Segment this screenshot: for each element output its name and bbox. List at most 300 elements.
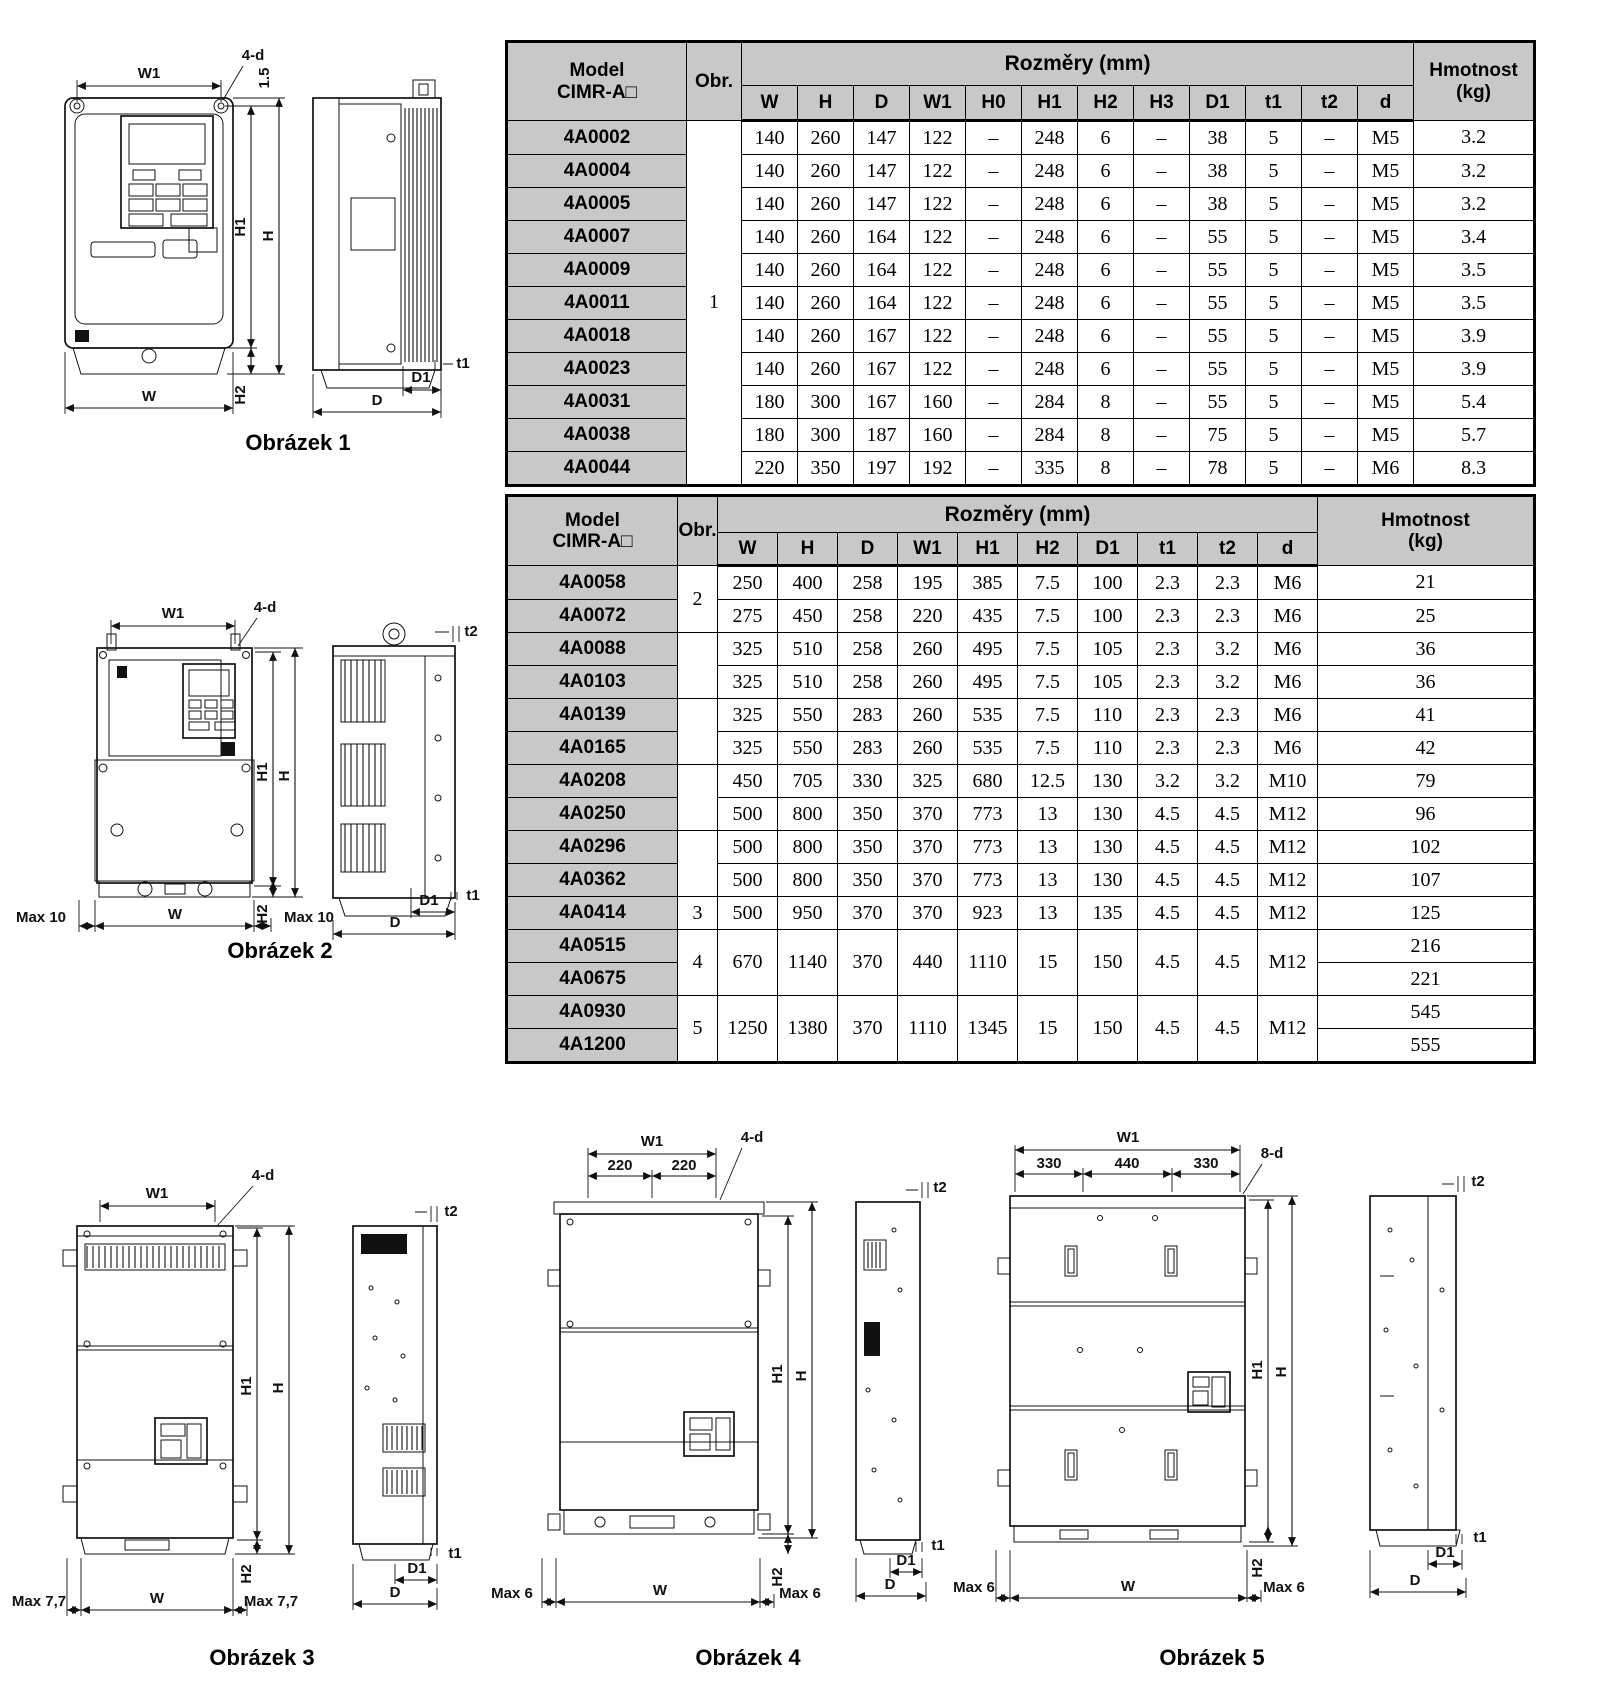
dimension-cell: 510 (778, 633, 838, 666)
dim-label-4d: 4-d (740, 1129, 764, 1146)
dimension-cell: 197 (854, 452, 910, 486)
dimension-cell: 4.5 (1138, 930, 1198, 996)
dimension-cell: 5 (1246, 155, 1302, 188)
dimension-cell: 500 (718, 798, 778, 831)
model-cell: 4A0007 (507, 221, 687, 254)
dim-label-h1: H1 (232, 217, 249, 237)
dim-label-max6-right: Max 6 (1263, 1579, 1305, 1596)
dimension-cell: 6 (1078, 320, 1134, 353)
col-header-W1: W1 (898, 533, 958, 566)
dim-label-t1: t1 (466, 887, 480, 904)
dimension-cell: 350 (798, 452, 854, 486)
dim-label-t2: t2 (464, 623, 478, 640)
dimension-cell: 55 (1190, 353, 1246, 386)
dimension-cell: – (1302, 320, 1358, 353)
table-row (507, 798, 1535, 831)
model-cell: 4A0103 (507, 666, 678, 699)
dimension-cell: M6 (1258, 666, 1318, 699)
figure-1-caption: Obrázek 1 (245, 430, 351, 455)
dimension-cell: 140 (742, 353, 798, 386)
dim-label-w: W (652, 1582, 668, 1599)
table-row (507, 666, 1535, 699)
figure3-front-view (63, 1226, 247, 1554)
dimension-cell: 105 (1078, 666, 1138, 699)
dimension-cell: 6 (1078, 221, 1134, 254)
dimension-cell: 330 (838, 765, 898, 798)
dimension-cell: – (1134, 121, 1190, 155)
dimension-cell: 773 (958, 831, 1018, 864)
model-cell: 4A0296 (507, 831, 678, 864)
dimensions-group-header: Rozměry (mm) (718, 496, 1318, 533)
dimension-cell: 140 (742, 320, 798, 353)
model-cell: 4A0004 (507, 155, 687, 188)
dimension-cell: 150 (1078, 930, 1138, 996)
dimension-cell: M5 (1358, 320, 1414, 353)
model-cell: 4A0930 (507, 996, 678, 1029)
dimension-cell: 1380 (778, 996, 838, 1063)
model-cell: 4A0088 (507, 633, 678, 666)
weight-cell: 25 (1318, 600, 1535, 633)
dim-label-w1: W1 (1116, 1129, 1140, 1146)
col-header-t1: t1 (1138, 533, 1198, 566)
table-row (507, 155, 1535, 188)
table-row (507, 864, 1535, 897)
figure-5-caption: Obrázek 5 (1159, 1645, 1265, 1670)
figure4-side-view (856, 1202, 920, 1554)
model-cell: 4A0165 (507, 732, 678, 765)
dimension-cell: 4.5 (1198, 798, 1258, 831)
dimension-cell: 370 (838, 897, 898, 930)
weight-column-header: Hmotnost (kg) (1414, 42, 1535, 121)
dimension-cell: M12 (1258, 897, 1318, 930)
dimension-cell: 6 (1078, 155, 1134, 188)
dimension-cell: M6 (1258, 699, 1318, 732)
col-header-W: W (742, 86, 798, 121)
dim-label-h2: H2 (1249, 1558, 1266, 1578)
weight-cell: 3.4 (1414, 221, 1535, 254)
model-cell: 4A0139 (507, 699, 678, 732)
dimension-cell: 260 (798, 221, 854, 254)
dimension-cell: – (1134, 353, 1190, 386)
table-row (507, 188, 1535, 221)
dimension-cell: 164 (854, 287, 910, 320)
model-cell: 4A0002 (507, 121, 687, 155)
table-row (507, 930, 1535, 963)
dimension-cell: 400 (778, 566, 838, 600)
dimensions-group-header: Rozměry (mm) (742, 42, 1414, 86)
dimension-cell: 3.2 (1198, 633, 1258, 666)
dim-label-max6-left: Max 6 (491, 1585, 533, 1602)
dimension-cell: – (966, 452, 1022, 486)
table-row (507, 254, 1535, 287)
dim-label-t1: t1 (1473, 1529, 1487, 1546)
dimension-cell: M5 (1358, 121, 1414, 155)
dim-label-d: D (371, 392, 383, 409)
dimension-cell: 8 (1078, 452, 1134, 486)
dimension-cell: 13 (1018, 864, 1078, 897)
dimension-cell: 248 (1022, 287, 1078, 320)
dimension-cell: 167 (854, 386, 910, 419)
model-cell: 4A0009 (507, 254, 687, 287)
dimension-cell: 4.5 (1138, 996, 1198, 1063)
dim-label-d1: D1 (896, 1552, 916, 1569)
model-cell: 4A0515 (507, 930, 678, 963)
dimension-cell: 55 (1190, 254, 1246, 287)
dimension-cell: 260 (798, 254, 854, 287)
weight-cell: 42 (1318, 732, 1535, 765)
dimension-cell: – (1302, 155, 1358, 188)
table-row (507, 221, 1535, 254)
dimension-cell: 5 (1246, 188, 1302, 221)
figure4-front-view (548, 1202, 770, 1534)
dimension-cell: 100 (1078, 566, 1138, 600)
dim-label-h1: H1 (238, 1376, 255, 1396)
dimension-cell: 325 (718, 633, 778, 666)
dim-label-h2: H2 (232, 385, 249, 405)
dimension-cell: – (1302, 287, 1358, 320)
dimension-cell: – (966, 353, 1022, 386)
dim-label-w: W (1120, 1578, 1136, 1595)
model-cell: 4A0362 (507, 864, 678, 897)
table-row (507, 765, 1535, 798)
dimension-cell: 2.3 (1138, 600, 1198, 633)
dimension-cell: 167 (854, 320, 910, 353)
figure-number-cell: 5 (678, 996, 718, 1063)
dimension-cell: M5 (1358, 353, 1414, 386)
dimension-cell: 248 (1022, 221, 1078, 254)
col-header-t2: t2 (1198, 533, 1258, 566)
dimension-cell: 773 (958, 864, 1018, 897)
col-header-H2: H2 (1018, 533, 1078, 566)
dimension-cell: 260 (898, 699, 958, 732)
dim-label-max6-right: Max 6 (779, 1585, 821, 1602)
weight-cell: 216 (1318, 930, 1535, 963)
table-row (507, 452, 1535, 486)
dimension-cell: 248 (1022, 188, 1078, 221)
dimension-cell: 4.5 (1198, 996, 1258, 1063)
dimension-cell: 122 (910, 188, 966, 221)
weight-cell: 3.9 (1414, 353, 1535, 386)
figure-3-caption: Obrázek 3 (209, 1645, 315, 1670)
figure-3-drawing (5, 1088, 475, 1643)
dim-label-330-left: 330 (1036, 1155, 1062, 1172)
dimension-cell: 4.5 (1138, 798, 1198, 831)
dimension-cell: 140 (742, 188, 798, 221)
dimension-cell: 2.3 (1198, 600, 1258, 633)
dimension-cell: 370 (838, 930, 898, 996)
dim-label-h: H (276, 770, 293, 782)
dimension-cell: 250 (718, 566, 778, 600)
dim-label-w1: W1 (145, 1185, 169, 1202)
dimension-cell: 450 (718, 765, 778, 798)
weight-cell: 3.2 (1414, 155, 1535, 188)
dim-label-d1: D1 (407, 1560, 427, 1577)
weight-cell: 545 (1318, 996, 1535, 1029)
dimension-cell: 122 (910, 155, 966, 188)
figure2-dimensions (16, 599, 480, 940)
dimension-cell: 5 (1246, 254, 1302, 287)
dimension-cell: 495 (958, 633, 1018, 666)
table-row (507, 633, 1535, 666)
model-cell: 4A0414 (507, 897, 678, 930)
dimension-cell: – (966, 254, 1022, 287)
col-header-H1: H1 (1022, 86, 1078, 121)
dimension-cell: 300 (798, 419, 854, 452)
dimension-cell: 4.5 (1198, 897, 1258, 930)
dimension-cell: 2.3 (1198, 699, 1258, 732)
dimension-cell: – (1302, 121, 1358, 155)
dimension-cell: 7.5 (1018, 732, 1078, 765)
figure-number-cell (678, 765, 718, 831)
dimension-cell: 284 (1022, 386, 1078, 419)
dim-label-w1: W1 (640, 1133, 664, 1150)
dimension-cell: 5 (1246, 121, 1302, 155)
dimension-cell: 160 (910, 419, 966, 452)
dimension-cell: 325 (718, 732, 778, 765)
model-cell: 4A0038 (507, 419, 687, 452)
weight-cell: 102 (1318, 831, 1535, 864)
figure-2-drawing (5, 548, 495, 943)
table-row (507, 386, 1535, 419)
dimension-cell: 385 (958, 566, 1018, 600)
dim-label-max6-left: Max 6 (953, 1579, 995, 1596)
dim-label-t1: t1 (931, 1537, 945, 1554)
dimension-cell: 510 (778, 666, 838, 699)
figure-2-caption: Obrázek 2 (227, 938, 333, 963)
dimension-cell: M12 (1258, 996, 1318, 1063)
figure-1-drawing (15, 18, 495, 438)
dimension-cell: 140 (742, 254, 798, 287)
dimension-cell: – (1302, 386, 1358, 419)
model-cell: 4A0250 (507, 798, 678, 831)
dimension-cell: – (1302, 221, 1358, 254)
dimension-cell: – (966, 188, 1022, 221)
weight-cell: 79 (1318, 765, 1535, 798)
dimension-cell: 260 (898, 666, 958, 699)
dimension-cell: 2.3 (1138, 566, 1198, 600)
dimension-cell: 13 (1018, 897, 1078, 930)
dim-label-h: H (1273, 1366, 1290, 1378)
dimension-cell: 3.2 (1198, 666, 1258, 699)
table-row (507, 897, 1535, 930)
dimension-cell: 122 (910, 287, 966, 320)
dimension-cell: 260 (898, 633, 958, 666)
dimension-cell: – (1134, 155, 1190, 188)
model-cell: 4A0044 (507, 452, 687, 486)
weight-cell: 36 (1318, 666, 1535, 699)
weight-cell: 3.5 (1414, 254, 1535, 287)
model-cell: 4A0031 (507, 386, 687, 419)
dim-label-330-right: 330 (1193, 1155, 1219, 1172)
dimension-cell: M12 (1258, 798, 1318, 831)
dimension-cell: 140 (742, 287, 798, 320)
dimension-cell: 8 (1078, 386, 1134, 419)
dim-label-4d: 4-d (241, 47, 265, 64)
table-row (507, 353, 1535, 386)
dimension-cell: 6 (1078, 188, 1134, 221)
dimension-cell: M5 (1358, 386, 1414, 419)
dimension-cell: 248 (1022, 121, 1078, 155)
model-cell: 4A0208 (507, 765, 678, 798)
dimension-cell: 535 (958, 732, 1018, 765)
dimension-cell: 535 (958, 699, 1018, 732)
dimension-cell: 147 (854, 188, 910, 221)
dimension-cell: – (1302, 452, 1358, 486)
dimension-cell: 370 (898, 864, 958, 897)
dim-label-t2: t2 (1471, 1173, 1485, 1190)
weight-cell: 125 (1318, 897, 1535, 930)
dim-label-w1: W1 (137, 65, 161, 82)
figure-number-cell (678, 699, 718, 765)
weight-cell: 96 (1318, 798, 1535, 831)
dimension-cell: 260 (798, 155, 854, 188)
dimension-cell: 258 (838, 633, 898, 666)
weight-cell: 555 (1318, 1029, 1535, 1063)
dimension-cell: 164 (854, 221, 910, 254)
figure-number-cell (678, 831, 718, 897)
dimension-cell: 260 (898, 732, 958, 765)
dimension-cell: – (966, 386, 1022, 419)
dimension-cell: 13 (1018, 831, 1078, 864)
weight-cell: 3.2 (1414, 188, 1535, 221)
dim-label-220-right: 220 (671, 1157, 697, 1174)
dim-label-h1: H1 (1249, 1360, 1266, 1380)
dimension-cell: 122 (910, 121, 966, 155)
dimension-cell: 4.5 (1198, 930, 1258, 996)
figure3-side-view (353, 1226, 437, 1560)
dimension-cell: M12 (1258, 831, 1318, 864)
figure-number-cell: 2 (678, 566, 718, 633)
dim-label-h: H (270, 1382, 287, 1394)
figure-number-cell (678, 633, 718, 699)
weight-cell: 41 (1318, 699, 1535, 732)
dimension-cell: 258 (838, 566, 898, 600)
dim-label-w: W (149, 1590, 165, 1607)
table-row (507, 320, 1535, 353)
figure-column-header: Obr. (678, 496, 718, 566)
dimension-cell: – (966, 287, 1022, 320)
dimension-cell: M12 (1258, 930, 1318, 996)
dimension-cell: 923 (958, 897, 1018, 930)
dimension-cell: M6 (1258, 600, 1318, 633)
dimension-cell: 164 (854, 254, 910, 287)
dim-label-d1: D1 (1435, 1544, 1455, 1561)
dimension-cell: – (966, 419, 1022, 452)
dimension-cell: – (1134, 419, 1190, 452)
table-row (507, 287, 1535, 320)
dim-label-h2: H2 (769, 1567, 786, 1587)
weight-cell: 36 (1318, 633, 1535, 666)
dimension-cell: 5 (1246, 287, 1302, 320)
weight-cell: 3.2 (1414, 121, 1535, 155)
dimension-cell: 140 (742, 221, 798, 254)
figure5-dimensions (953, 1129, 1487, 1602)
col-header-d: d (1358, 86, 1414, 121)
dimension-cell: 12.5 (1018, 765, 1078, 798)
dimension-cell: 15 (1018, 996, 1078, 1063)
dim-label-4d: 4-d (251, 1167, 275, 1184)
dimension-cell: 4.5 (1138, 831, 1198, 864)
dimension-cell: 6 (1078, 254, 1134, 287)
figure1-side-view (313, 80, 441, 388)
dimension-cell: 670 (718, 930, 778, 996)
col-header-H0: H0 (966, 86, 1022, 121)
dimension-cell: M5 (1358, 254, 1414, 287)
dimension-cell: 283 (838, 732, 898, 765)
dimension-cell: 260 (798, 320, 854, 353)
dimension-cell: M6 (1258, 732, 1318, 765)
dimension-cell: 7.5 (1018, 666, 1078, 699)
figure5-side-view (1370, 1196, 1460, 1546)
model-cell: 4A0675 (507, 963, 678, 996)
dimension-cell: 5 (1246, 320, 1302, 353)
dimension-cell: 275 (718, 600, 778, 633)
dimension-cell: 5 (1246, 221, 1302, 254)
dimension-cell: 5 (1246, 353, 1302, 386)
dimension-cell: 500 (718, 897, 778, 930)
dimension-cell: 800 (778, 864, 838, 897)
weight-cell: 3.9 (1414, 320, 1535, 353)
dimension-cell: 705 (778, 765, 838, 798)
dim-label-8d: 8-d (1260, 1145, 1284, 1162)
dimension-cell: 135 (1078, 897, 1138, 930)
dimension-cell: 2.3 (1198, 566, 1258, 600)
col-header-H2: H2 (1078, 86, 1134, 121)
dimension-cell: 55 (1190, 287, 1246, 320)
dimension-cell: 8 (1078, 419, 1134, 452)
dimension-cell: 248 (1022, 353, 1078, 386)
dimension-cell: – (1134, 452, 1190, 486)
dimension-cell: 38 (1190, 188, 1246, 221)
dimension-cell: – (1134, 320, 1190, 353)
dimension-cell: 7.5 (1018, 699, 1078, 732)
col-header-H: H (798, 86, 854, 121)
weight-cell: 3.5 (1414, 287, 1535, 320)
dimension-cell: 550 (778, 699, 838, 732)
dim-label-d1: D1 (419, 892, 439, 909)
dimension-cell: M6 (1258, 566, 1318, 600)
dimension-cell: M5 (1358, 287, 1414, 320)
dimension-cell: 350 (838, 798, 898, 831)
dimension-cell: 5 (1246, 452, 1302, 486)
model-column-header: Model CIMR-A□ (507, 496, 678, 566)
dim-label-max77-right: Max 7,7 (243, 1593, 299, 1610)
dimensions-table-large-drives (505, 494, 1536, 1064)
dimension-cell: 192 (910, 452, 966, 486)
dimension-cell: 335 (1022, 452, 1078, 486)
model-cell: 4A0058 (507, 566, 678, 600)
figure-column-header: Obr. (687, 42, 742, 121)
dimension-cell: 260 (798, 353, 854, 386)
weight-cell: 221 (1318, 963, 1535, 996)
dimension-cell: 300 (798, 386, 854, 419)
dimension-cell: 325 (718, 666, 778, 699)
dimension-cell: M10 (1258, 765, 1318, 798)
dimension-cell: 55 (1190, 320, 1246, 353)
dimension-cell: 38 (1190, 155, 1246, 188)
dimension-cell: 284 (1022, 419, 1078, 452)
dimension-cell: 2.3 (1138, 699, 1198, 732)
dim-label-w: W (167, 906, 183, 923)
col-header-H1: H1 (958, 533, 1018, 566)
dimension-cell: 495 (958, 666, 1018, 699)
dimension-cell: 130 (1078, 831, 1138, 864)
dimension-cell: 2.3 (1198, 732, 1258, 765)
dimension-cell: 325 (898, 765, 958, 798)
model-cell: 4A0018 (507, 320, 687, 353)
dimension-cell: 680 (958, 765, 1018, 798)
dimension-cell: 1345 (958, 996, 1018, 1063)
